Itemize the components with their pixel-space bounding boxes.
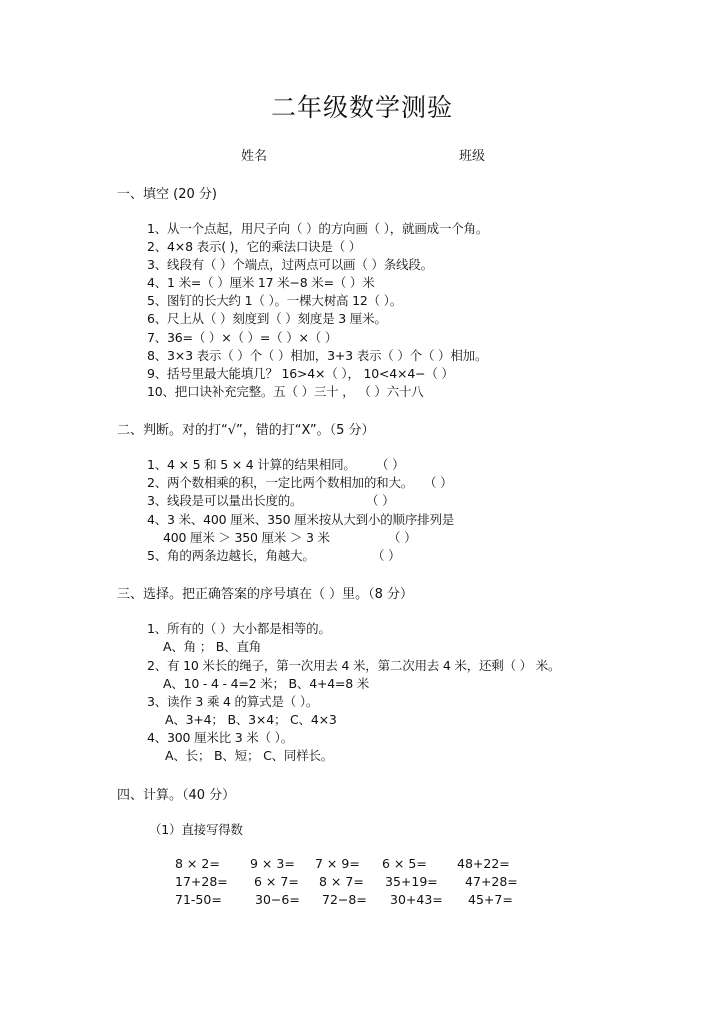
- calc-problem: 35+19=: [385, 874, 438, 889]
- calc-problem: 6 × 5=: [382, 856, 427, 871]
- choice-options: A、长； B、短； C、同样长。: [165, 748, 334, 763]
- fill-blank-question: 9、括号里最大能填几？ 16>4×（ ）， 10<4×4−（ ）: [147, 366, 454, 381]
- fill-blank-question: 1、从一个点起，用尺子向（ ）的方向画（ ），就画成一个角。: [147, 221, 489, 236]
- answer-parentheses: （ ）: [372, 548, 401, 563]
- calc-row: [175, 892, 535, 910]
- true-false-question: 1、4 × 5 和 5 × 4 计算的结果相同。: [147, 457, 356, 472]
- answer-parentheses: （ ）: [388, 530, 417, 545]
- calc-problem: 9 × 3=: [250, 856, 295, 871]
- calc-row: [175, 856, 535, 874]
- choice-question: 1、所有的（ ）大小都是相等的。: [147, 621, 331, 636]
- section-multiple-choice-heading: 三、选择。把正确答案的序号填在（ ）里。（8 分）: [117, 587, 414, 602]
- choice-question: 4、300 厘米比 3 米（ ）。: [147, 730, 294, 745]
- calc-problem: 30+43=: [390, 892, 443, 907]
- calc-problem: 8 × 7=: [319, 874, 364, 889]
- fill-blank-question: 8、3×3 表示（ ）个（ ）相加，3+3 表示（ ）个（ ）相加。: [147, 348, 488, 363]
- answer-parentheses: （ ）: [424, 475, 453, 490]
- choice-question: 2、有 10 米长的绳子，第一次用去 4 米，第二次用去 4 米，还剩（ ） 米。: [147, 658, 561, 673]
- fill-blank-question: 10、把口诀补充完整。五（ ）三十 ， （ ）六十八: [147, 384, 424, 399]
- true-false-question-continued: 400 厘米 ＞ 350 厘米 ＞ 3 米: [163, 530, 330, 545]
- calc-problem: 47+28=: [465, 874, 518, 889]
- calc-problem: 8 × 2=: [175, 856, 220, 871]
- fill-blank-question: 5、图钉的长大约 1（ ）。一棵大树高 12（ ）。: [147, 293, 403, 308]
- sub-heading-direct-answers: （1）直接写得数: [149, 822, 243, 837]
- name-label: 姓名: [241, 149, 268, 164]
- true-false-question: 2、两个数相乘的积，一定比两个数相加的和大。: [147, 475, 414, 490]
- calc-problem: 6 × 7=: [254, 874, 299, 889]
- calc-problem: 17+28=: [175, 874, 228, 889]
- section-true-false-heading: 二、判断。对的打“√”，错的打“X”。（5 分）: [117, 423, 375, 438]
- answer-parentheses: （ ）: [366, 493, 395, 508]
- calc-problem: 71-50=: [175, 892, 222, 907]
- true-false-question: 3、线段是可以量出长度的。: [147, 493, 303, 508]
- section-calculation-heading: 四、计算。（40 分）: [117, 788, 236, 803]
- calc-problem: 72−8=: [322, 892, 367, 907]
- fill-blank-question: 3、线段有（ ）个端点，过两点可以画（ ）条线段。: [147, 257, 433, 272]
- choice-options: A、3+4； B、3×4； C、4×3: [165, 712, 337, 727]
- page-title: 二年级数学测验: [270, 93, 453, 122]
- calc-row: [175, 874, 535, 892]
- fill-blank-question: 2、4×8 表示( )，它的乘法口诀是（ ）: [147, 239, 362, 254]
- calc-problem: 48+22=: [457, 856, 510, 871]
- calc-problem: 30−6=: [255, 892, 300, 907]
- section-fill-blank-heading: 一、填空 (20 分): [117, 187, 217, 202]
- calc-problem: 45+7=: [468, 892, 513, 907]
- fill-blank-question: 7、36=（ ）×（ ）=（ ）×（ ）: [147, 330, 338, 345]
- fill-blank-question: 6、尺上从（ ）刻度到（ ）刻度是 3 厘米。: [147, 311, 387, 326]
- choice-options: A、角 ； B、直角: [163, 639, 262, 654]
- choice-options: A、10 - 4 - 4=2 米； B、4+4=8 米: [163, 676, 370, 691]
- true-false-question: 5、角的两条边越长，角越大。: [147, 548, 315, 563]
- choice-question: 3、读作 3 乘 4 的算式是（ ）。: [147, 694, 319, 709]
- class-label: 班级: [459, 149, 486, 164]
- answer-parentheses: （ ）: [376, 457, 405, 472]
- true-false-question: 4、3 米、400 厘米、350 厘米按从大到小的顺序排列是: [147, 512, 455, 527]
- calc-problem: 7 × 9=: [315, 856, 360, 871]
- fill-blank-question: 4、1 米=（ ）厘米 17 米−8 米=（ ）米: [147, 275, 375, 290]
